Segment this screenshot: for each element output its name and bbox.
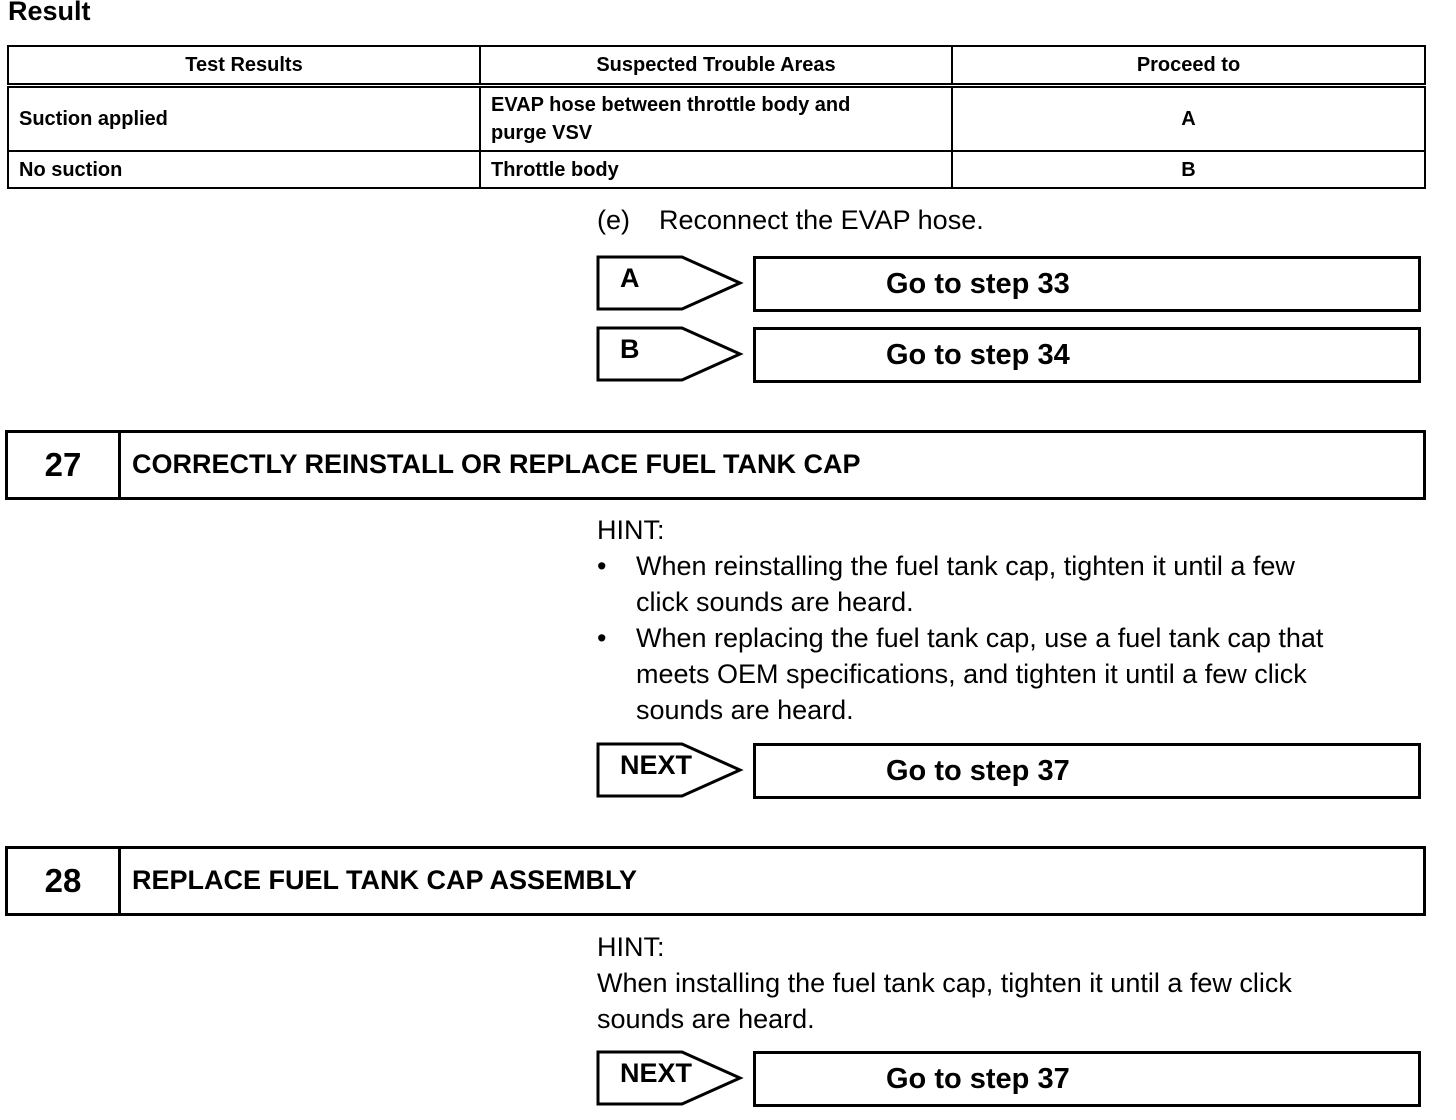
step-28-header	[5, 846, 1426, 916]
header-proceed-to: Proceed to	[952, 46, 1425, 86]
result-heading: Result	[8, 0, 91, 26]
arrow-tag-icon	[596, 255, 744, 313]
hint-label: HINT:	[597, 515, 665, 545]
hint-line: When installing the fuel tank cap, tighten it until a few click	[597, 968, 1292, 998]
cell-area-line2: purge VSV	[491, 122, 593, 144]
step-27-hint	[597, 512, 1427, 728]
goto-text: Go to step 37	[886, 755, 1070, 787]
goto-text: Go to step 33	[886, 268, 1070, 300]
step-number: 28	[8, 849, 121, 913]
step-title: REPLACE FUEL TANK CAP ASSEMBLY	[132, 865, 638, 895]
bullet-line: sounds are heard.	[636, 695, 854, 725]
goto-step-37-box	[753, 743, 1421, 799]
branch-b-label: B	[620, 334, 640, 364]
next-label: NEXT	[620, 750, 693, 780]
next-arrow	[596, 742, 744, 800]
bullet-line: click sounds are heard.	[636, 587, 914, 617]
bullet-line: meets OEM specifications, and tighten it until a few click	[636, 659, 1307, 689]
cell-result: No suction	[8, 151, 480, 188]
header-suspected-areas: Suspected Trouble Areas	[480, 46, 952, 86]
cell-area: Throttle body	[480, 151, 952, 188]
step-number: 27	[8, 433, 121, 497]
branch-a-label: A	[620, 263, 640, 293]
next-label: NEXT	[620, 1058, 693, 1088]
bullet-line: When reinstalling the fuel tank cap, tighten it until a few	[636, 551, 1295, 581]
table-row	[8, 86, 1425, 152]
cell-area-line1: EVAP hose between throttle body and	[491, 94, 851, 116]
sub-step-tag: (e)	[597, 205, 630, 235]
result-table	[7, 45, 1426, 189]
cell-result: Suction applied	[8, 86, 480, 152]
sub-step-text: Reconnect the EVAP hose.	[659, 205, 984, 235]
goto-step-34-box	[753, 327, 1421, 383]
cell-proceed: A	[952, 86, 1425, 152]
goto-step-33-box	[753, 256, 1421, 312]
hint-label: HINT:	[597, 932, 665, 962]
goto-text: Go to step 37	[886, 1063, 1070, 1095]
hint-bullet	[597, 548, 1427, 620]
cell-area	[480, 86, 952, 152]
bullet-icon: •	[597, 623, 607, 653]
step-title: CORRECTLY REINSTALL OR REPLACE FUEL TANK CAP	[132, 449, 861, 479]
hint-line: sounds are heard.	[597, 1004, 815, 1034]
goto-text: Go to step 34	[886, 339, 1070, 371]
step-27-header	[5, 430, 1426, 500]
bullet-icon: •	[597, 551, 607, 581]
table-header-row	[8, 46, 1425, 86]
table-row	[8, 151, 1425, 188]
hint-bullet	[597, 620, 1427, 728]
next-arrow	[596, 1050, 744, 1108]
goto-step-37-box	[753, 1051, 1421, 1107]
branch-b-arrow	[596, 326, 744, 384]
branch-a-arrow	[596, 255, 744, 313]
bullet-line: When replacing the fuel tank cap, use a fuel tank cap that	[636, 623, 1324, 653]
arrow-tag-icon	[596, 326, 744, 384]
header-test-results: Test Results	[8, 46, 480, 86]
step-28-hint	[597, 929, 1427, 1037]
sub-step-e	[597, 205, 984, 236]
cell-proceed: B	[952, 151, 1425, 188]
